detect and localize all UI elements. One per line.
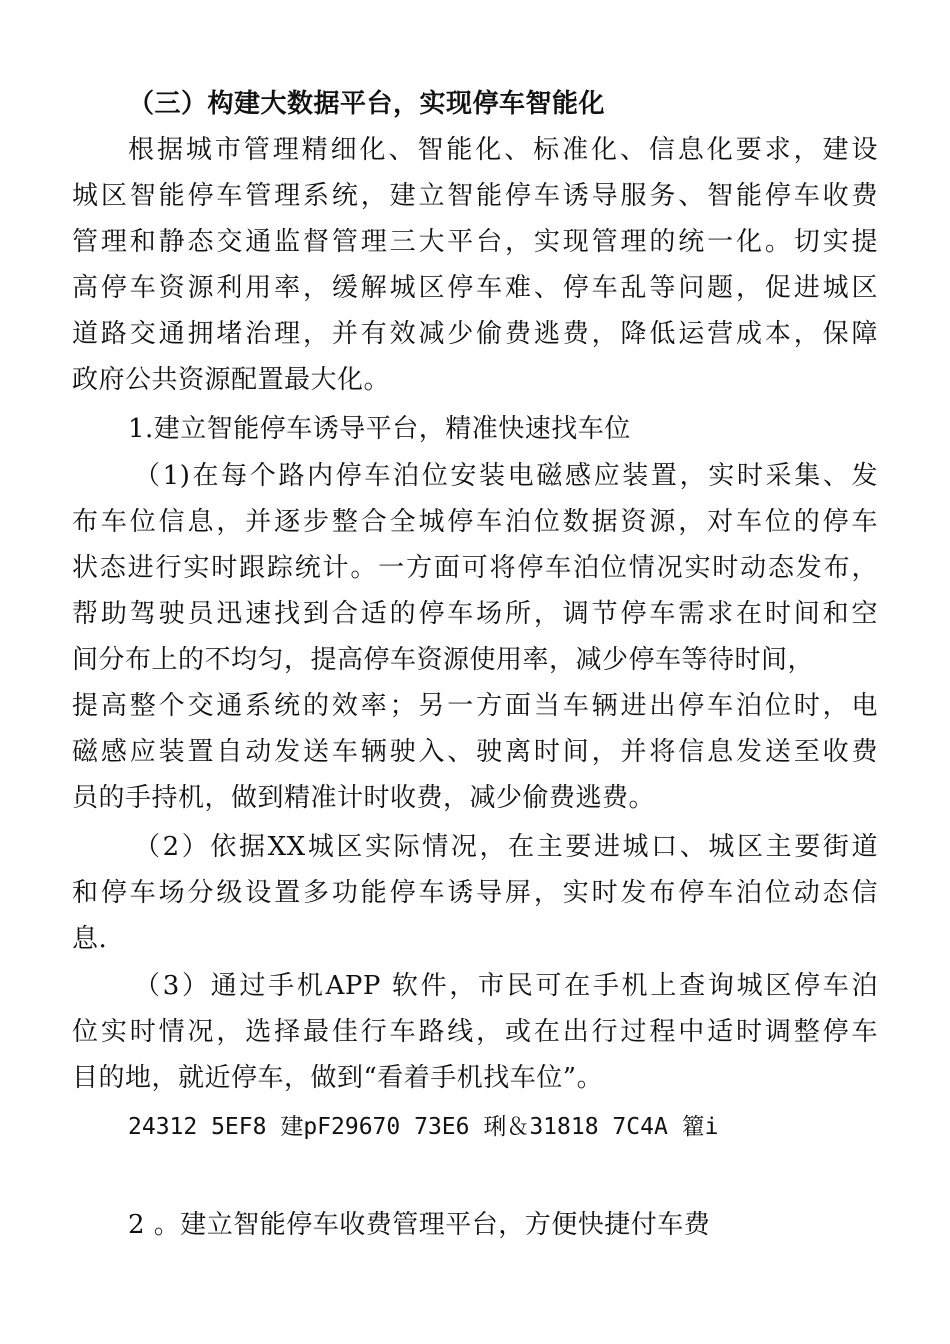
subheading-2: 2 。建立智能停车收费管理平台，方便快捷付车费 (128, 1210, 711, 1240)
paragraph-line: （3）通过手机APP 软件，市民可在手机上查询城区停车泊 (134, 971, 878, 1001)
section-heading: （三）构建大数据平台，实现停车智能化 (128, 89, 606, 119)
paragraph-line: 和停车场分级设置多功能停车诱导屏，实时发布停车泊位动态信 (72, 878, 878, 908)
paragraph-line: 位实时情况，选择最佳行车路线，或在出行过程中适时调整停车 (72, 1017, 878, 1047)
paragraph-line: 城区智能停车管理系统，建立智能停车诱导服务、智能停车收费 (72, 181, 878, 211)
paragraph-line: （1)在每个路内停车泊位安装电磁感应装置，实时采集、发 (134, 461, 878, 491)
garbled-code-line: 24312 5EF8 建pF29670 73E6 琍＆31818 7C4A 籊i (128, 1114, 719, 1140)
paragraph-line: 提高整个交通系统的效率；另一方面当车辆进出停车泊位时，电 (72, 691, 878, 721)
subheading-1: 1.建立智能停车诱导平台，精准快速找车位 (128, 414, 631, 444)
paragraph-line: 状态进行实时跟踪统计。一方面可将停车泊位情况实时动态发布， (72, 553, 878, 583)
paragraph-line: 磁感应装置自动发送车辆驶入、驶离时间，并将信息发送至收费 (72, 737, 878, 767)
paragraph-line: 布车位信息，并逐步整合全城停车泊位数据资源，对车位的停车 (72, 507, 878, 537)
paragraph-line: （2）依据XX城区实际情况，在主要进城口、城区主要街道 (134, 832, 878, 862)
paragraph-line: 高停车资源利用率，缓解城区停车难、停车乱等问题，促进城区 (72, 273, 878, 303)
paragraph-line: 间分布上的不均匀，提高停车资源使用率，减少停车等待时间， (72, 645, 815, 675)
paragraph-line: 道路交通拥堵治理，并有效减少偷费逃费，降低运营成本，保障 (72, 319, 878, 349)
paragraph-line: 员的手持机，做到精准计时收费，减少偷费逃费。 (72, 783, 656, 813)
paragraph-line: 息. (72, 924, 108, 954)
paragraph-line: 帮助驾驶员迅速找到合适的停车场所，调节停车需求在时间和空 (72, 599, 878, 629)
paragraph-line: 根据城市管理精细化、智能化、标准化、信息化要求，建设 (128, 135, 878, 165)
paragraph-line: 政府公共资源配置最大化。 (72, 365, 391, 395)
paragraph-line: 目的地，就近停车，做到“看着手机找车位”。 (72, 1063, 604, 1093)
paragraph-line: 管理和静态交通监督管理三大平台，实现管理的统一化。切实提 (72, 227, 878, 257)
